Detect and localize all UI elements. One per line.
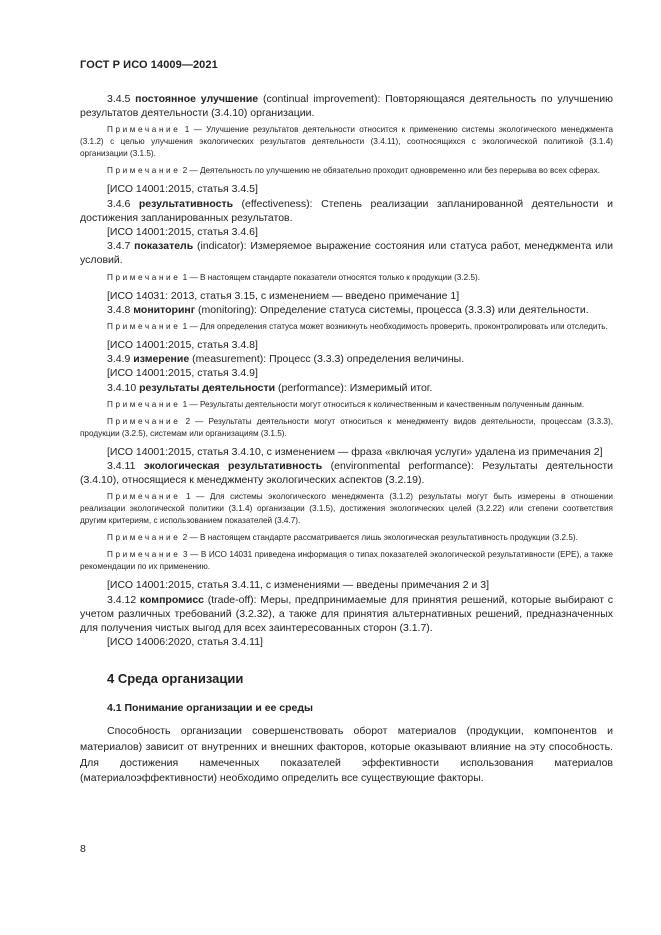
source-reference: [ИСО 14001:2015, статья 3.4.5] [107,183,258,196]
source-reference: [ИСО 14031: 2013, статья 3.15, с изменением — введено примечание 1] [107,289,460,302]
note: Примечание 3 — В ИСО 14031 приведена информация о типах показателей экологической результативности (EPE), а также рекомендации по их применению. [80,550,613,572]
note: Примечание 2 — Деятельность по улучшению не обязательно проходит одновременно или без перерыва во всех сферах. [107,166,600,176]
note: Примечание 2 — Результаты деятельности могут относиться к менеджменту видов деятельности, процессам (3.3.3), продукции (3.2.5), системам или организациям (3.1.5). [80,416,613,438]
subsection-heading: 4.1 Понимание организации и ее среды [107,702,314,715]
source-reference: [ИСО 14001:2015, статья 3.4.10, с изменением — фраза «включая услуги» удалена из примечания 2] [107,445,603,458]
source-reference: [ИСО 14001:2015, статья 3.4.8] [107,339,258,352]
document-header: ГОСТ Р ИСО 14009—2021 [80,59,218,71]
term-3-4-6: 3.4.6 результативность (effectiveness): Степень реализации запланированной деятельности и достижения запланированных результатов. [80,197,613,224]
note: Примечание 1 — В настоящем стандарте показатели относятся только к продукции (3.2.5). [107,272,481,282]
term-3-4-8: 3.4.8 мониторинг (monitoring): Определение статуса системы, процесса (3.3.3) или деятельности. [107,303,589,316]
note: Примечание 1 — Результаты деятельности могут относиться к количественным и качественным полученным данным. [107,399,585,409]
source-reference: [ИСО 14001:2015, статья 3.4.6] [107,226,258,239]
source-reference: [ИСО 14006:2020, статья 3.4.11] [107,636,263,649]
source-reference: [ИСО 14001:2015, статья 3.4.9] [107,367,258,380]
term-3-4-11: 3.4.11 экологическая результативность (environmental performance): Результаты деятельности (3.4.10), относящиеся к менеджменту экологических аспектов (3.2.19). [80,460,613,487]
source-reference: [ИСО 14001:2015, статья 3.4.11, с изменениями — введены примечания 2 и 3] [107,579,490,592]
note: Примечание 1 — Для определения статуса может возникнуть необходимость проверить, проконтролировать или отследить. [107,322,608,332]
term-definition: (continual improvement): Повторяющаяся деятельность по улучшению результатов деятельности (3.4.10) организации. [80,93,613,120]
note: Примечание 1 — Для системы экологического менеджмента (3.1.2) результаты могут быть измерены в отношении реализации экологической политики (3.1.4) организации (3.1.5), достижения экологических целей (3.2.22) или степени соответствия другим критериям, с использованием показателей (3.4.7). [80,492,613,526]
term-3-4-5 [80,92,613,120]
term-3-4-12: 3.4.12 компромисс (trade-off): Меры, предпринимаемые для принятия решений, которые выбирают с учетом различных требований (3.2.32), а также для принятия альтернативных решений, предназначенных для получения чистых выгод для всех заинтересованных сторон (3.1.7). [80,593,613,635]
note: Примечание 2 — В настоящем стандарте рассматривается лишь экологическая результативность продукции (3.2.5). [107,533,578,543]
term-title: постоянное улучшение [135,93,259,105]
page-content [80,92,613,787]
term-3-4-9: 3.4.9 измерение (measurement): Процесс (3.3.3) определения величины. [107,353,465,366]
term-3-4-10: 3.4.10 результаты деятельности (performance): Измеримый итог. [107,381,433,394]
section-heading: 4 Среда организации [107,671,244,687]
page-number: 8 [80,843,86,855]
note: Примечание 1 — Улучшение результатов деятельности относится к применению системы экологического менеджмента (3.1.2) с целью улучшения экологических результатов деятельности (3.4.11), соотносящихся с экологической политикой (3.1.4) организации (3.1.5). [80,125,613,159]
section-paragraph: Способность организации совершенствовать оборот материалов (продукции, компонентов и материалов) зависит от внутренних и внешних факторов, которые оказывают влияние на эту способность. Для достижения намеченных показателей эффективности использования материалов (материалоэффективности) необходимо определить все существующие факторы. [80,725,613,785]
term-3-4-7: 3.4.7 показатель (indicator): Измеряемое выражение состояния или статуса работ, менеджмента или условий. [80,240,613,267]
term-number: 3.4.5 [107,93,131,105]
